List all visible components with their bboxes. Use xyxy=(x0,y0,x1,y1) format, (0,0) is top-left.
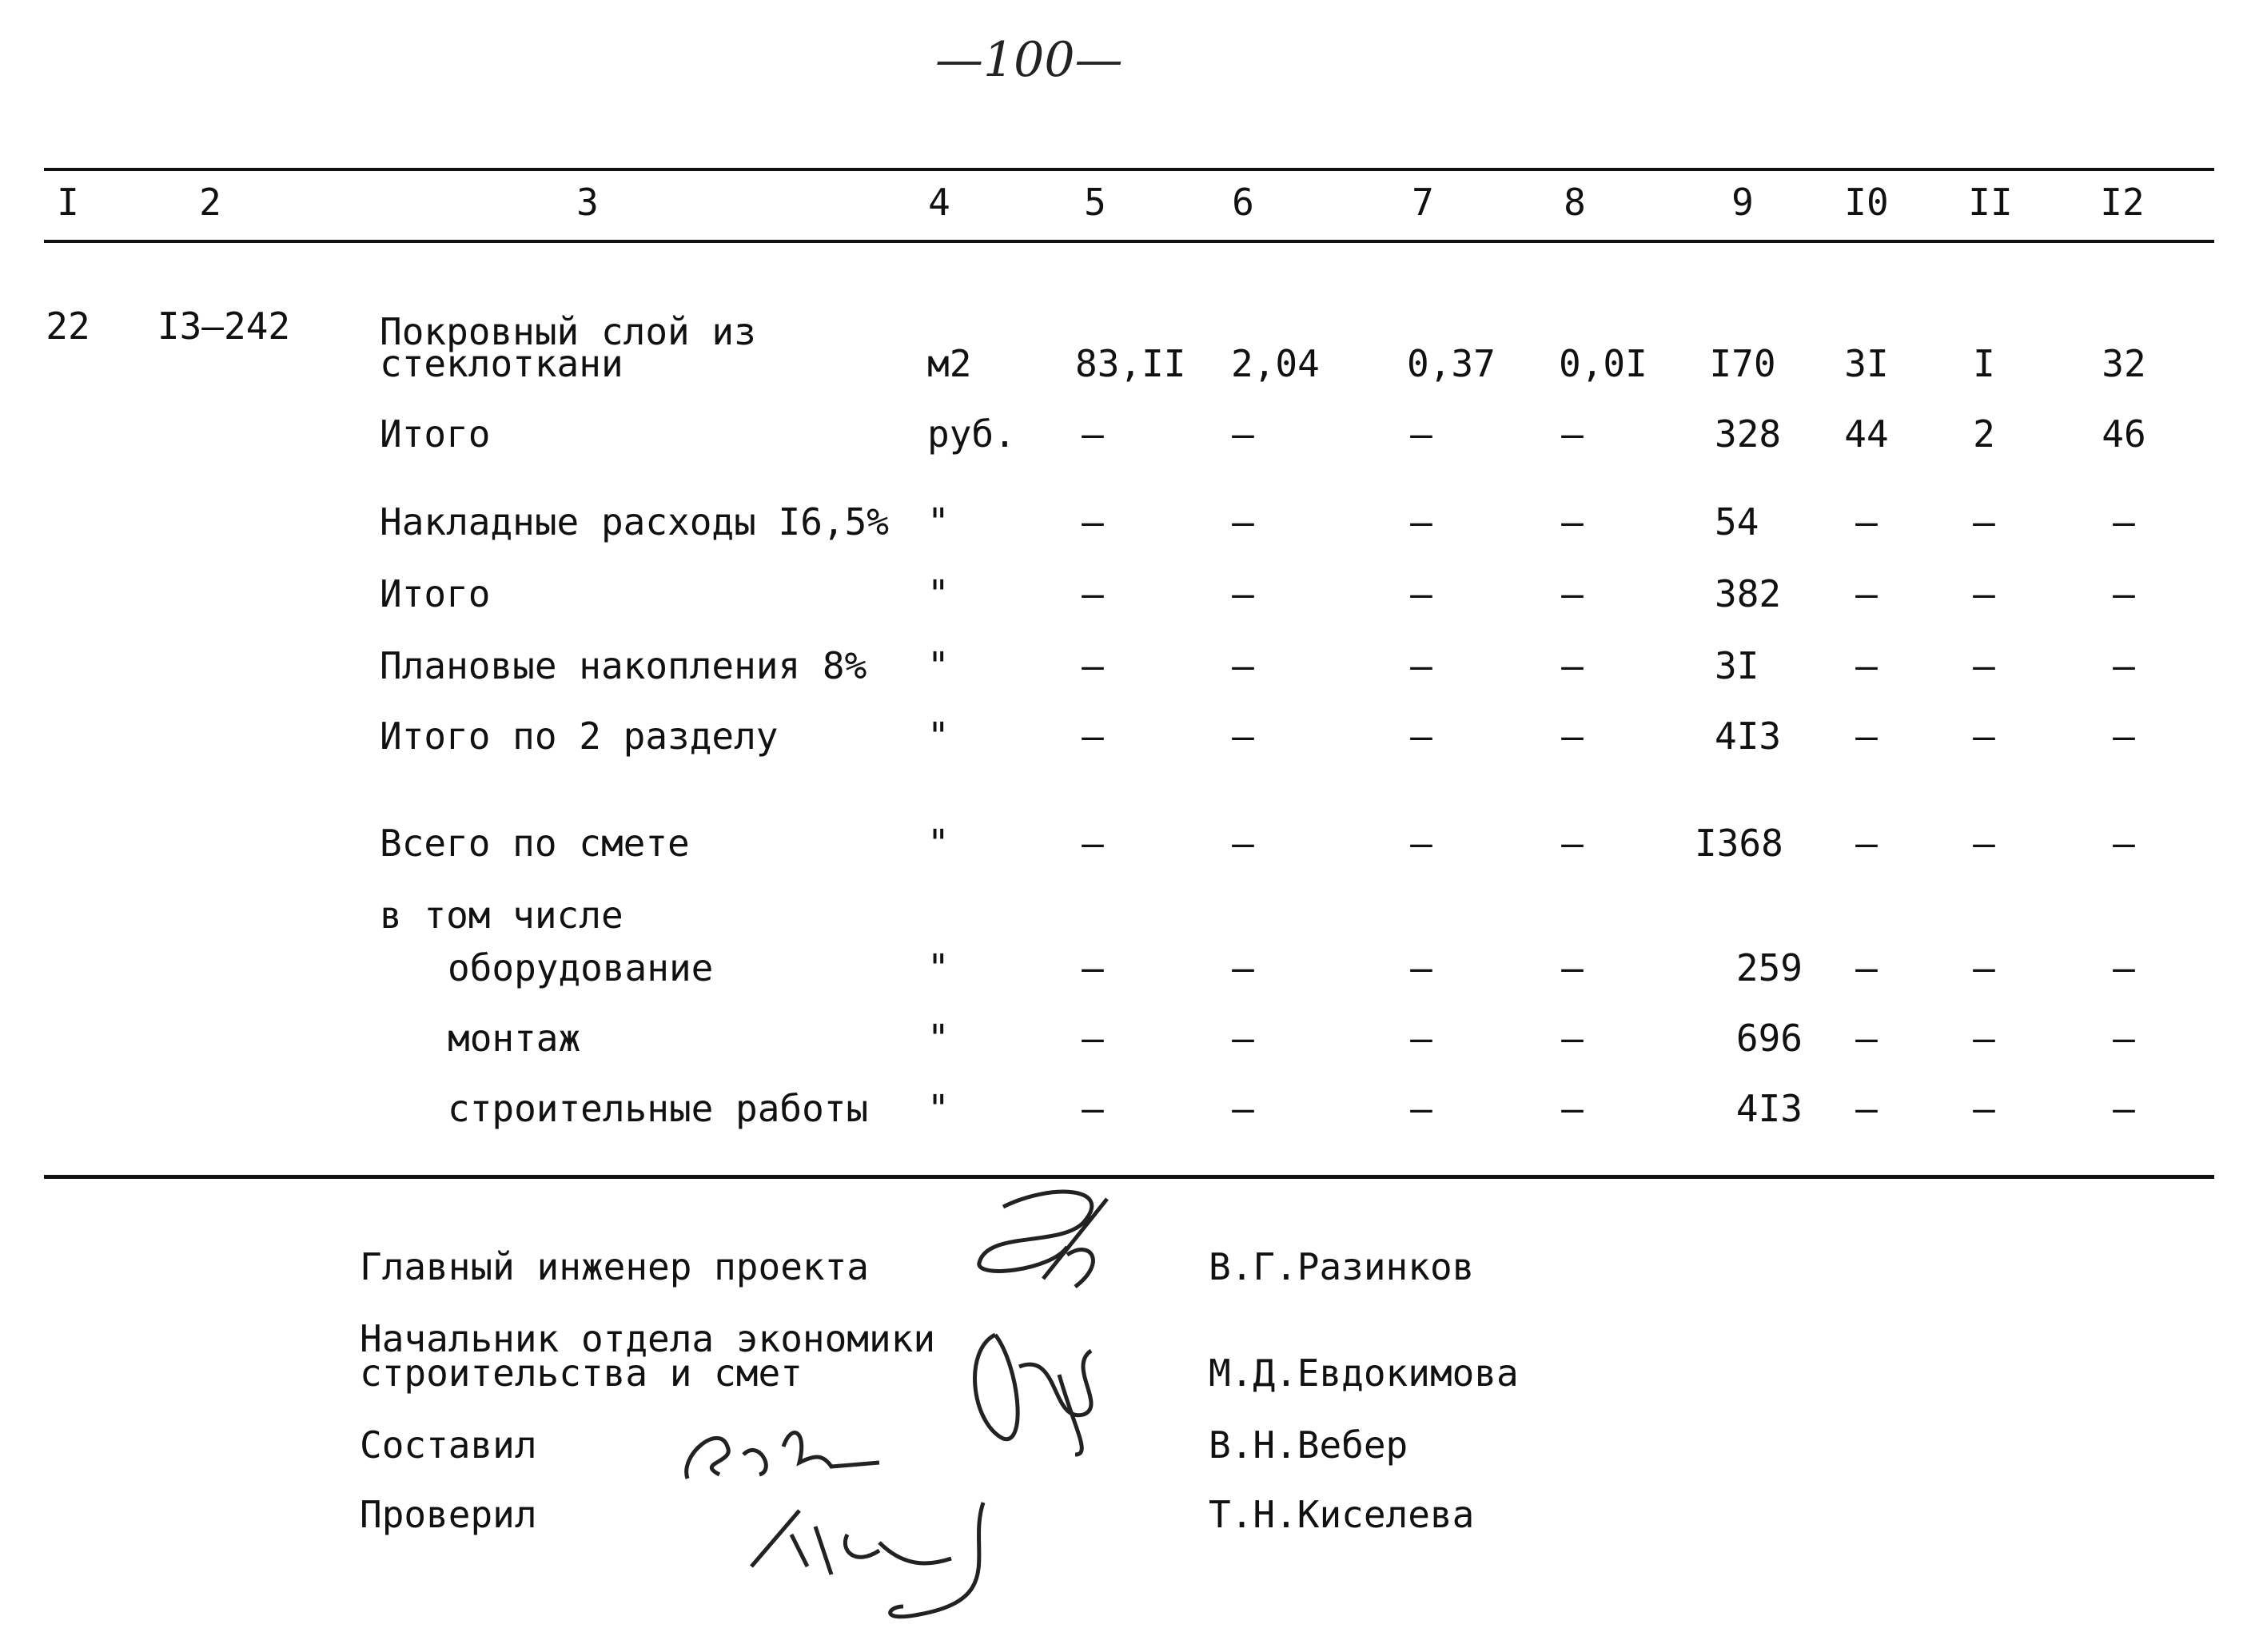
sign-name-chief-engineer: В.Г.Разинков xyxy=(1209,1245,1475,1288)
summary-row-col5-0: – xyxy=(1082,412,1104,456)
breakdown-row-col12-2: – xyxy=(2113,1087,2135,1130)
sign-role-head-line2: строительства и смет xyxy=(360,1351,803,1395)
page-number: —100— xyxy=(935,32,1123,88)
summary-row-label-3: Плановые накопления 8% xyxy=(380,644,867,687)
summary-row-col9-1: 54 xyxy=(1715,500,1759,543)
summary-row-col11-4: – xyxy=(1973,715,1995,758)
breakdown-row-col5-1: – xyxy=(1082,1017,1104,1060)
breakdown-row-unit-1: " xyxy=(927,1017,950,1060)
column-number-1: I xyxy=(57,181,79,224)
sign-role-checked: Проверил xyxy=(360,1493,537,1536)
item-col-11: I xyxy=(1973,342,1995,385)
summary-row-unit-4: " xyxy=(927,715,950,758)
sign-name-head: М.Д.Евдокимова xyxy=(1209,1351,1519,1395)
summary-row-col10-3: – xyxy=(1855,644,1878,687)
summary-row-unit-5: " xyxy=(927,822,950,865)
breakdown-row-col8-0: – xyxy=(1561,946,1584,989)
breakdown-row-col9-0: 259 xyxy=(1735,946,1803,989)
summary-row-col8-5: – xyxy=(1561,822,1584,865)
summary-row-col10-2: – xyxy=(1855,572,1878,615)
summary-row-col11-2: – xyxy=(1973,572,1995,615)
summary-row-col8-4: – xyxy=(1561,715,1584,758)
column-number-5: 5 xyxy=(1084,181,1106,224)
sign-role-chief-engineer: Главный инженер проекта xyxy=(360,1245,869,1288)
including-label: в том числе xyxy=(380,894,624,937)
breakdown-row-col6-1: – xyxy=(1232,1017,1254,1060)
column-number-8: 8 xyxy=(1564,181,1586,224)
summary-row-col8-3: – xyxy=(1561,644,1584,687)
breakdown-row-col5-0: – xyxy=(1082,946,1104,989)
summary-row-col9-4: 4I3 xyxy=(1715,715,1782,758)
column-number-11: II xyxy=(1968,181,2013,224)
summary-row-col9-3: 3I xyxy=(1715,644,1759,687)
breakdown-row-col12-0: – xyxy=(2113,946,2135,989)
summary-row-unit-1: " xyxy=(927,500,950,543)
item-unit: м2 xyxy=(927,342,972,385)
summary-row-col6-0: – xyxy=(1232,412,1254,456)
sign-name-checked: Т.Н.Киселева xyxy=(1209,1493,1475,1536)
column-number-12: I2 xyxy=(2100,181,2145,224)
summary-row-label-4: Итого по 2 разделу xyxy=(380,715,779,758)
signature-head-of-department xyxy=(963,1319,1123,1463)
summary-row-col6-3: – xyxy=(1232,644,1254,687)
item-name-line2: стеклоткани xyxy=(380,342,624,385)
summary-row-col6-1: – xyxy=(1232,500,1254,543)
breakdown-row-col10-1: – xyxy=(1855,1017,1878,1060)
breakdown-row-col8-1: – xyxy=(1561,1017,1584,1060)
breakdown-row-col6-0: – xyxy=(1232,946,1254,989)
breakdown-row-col10-2: – xyxy=(1855,1087,1878,1130)
breakdown-row-col9-1: 696 xyxy=(1735,1017,1803,1060)
summary-row-col7-4: – xyxy=(1410,715,1432,758)
breakdown-row-col11-1: – xyxy=(1973,1017,1995,1060)
breakdown-row-col7-2: – xyxy=(1410,1087,1432,1130)
column-number-3: 3 xyxy=(576,181,599,224)
summary-row-label-1: Накладные расходы I6,5% xyxy=(380,500,889,543)
item-col-8: 0,0I xyxy=(1559,342,1647,385)
breakdown-row-col7-0: – xyxy=(1410,946,1432,989)
item-col-5: 83,II xyxy=(1075,342,1186,385)
signature-checked-by xyxy=(743,1487,1031,1630)
breakdown-row-label-0: оборудование xyxy=(448,946,714,989)
summary-row-col12-1: – xyxy=(2113,500,2135,543)
breakdown-row-col11-0: – xyxy=(1973,946,1995,989)
summary-row-col6-4: – xyxy=(1232,715,1254,758)
column-number-10: I0 xyxy=(1844,181,1889,224)
column-number-4: 4 xyxy=(928,181,950,224)
signature-chief-engineer xyxy=(955,1183,1147,1311)
summary-row-col7-5: – xyxy=(1410,822,1432,865)
summary-row-col8-1: – xyxy=(1561,500,1584,543)
column-number-9: 9 xyxy=(1731,181,1754,224)
summary-row-col5-3: – xyxy=(1082,644,1104,687)
summary-row-col6-5: – xyxy=(1232,822,1254,865)
item-col-6: 2,04 xyxy=(1231,342,1320,385)
summary-row-col7-1: – xyxy=(1410,500,1432,543)
column-number-6: 6 xyxy=(1232,181,1254,224)
summary-row-label-5: Всего по смете xyxy=(380,822,690,865)
column-number-7: 7 xyxy=(1412,181,1434,224)
summary-row-label-0: Итого xyxy=(380,412,491,456)
item-col-10: 3I xyxy=(1844,342,1889,385)
breakdown-row-col10-0: – xyxy=(1855,946,1878,989)
item-col-9: I70 xyxy=(1709,342,1776,385)
summary-row-col10-5: – xyxy=(1855,822,1878,865)
summary-row-col8-2: – xyxy=(1561,572,1584,615)
summary-row-col11-1: – xyxy=(1973,500,1995,543)
summary-row-col11-0: 2 xyxy=(1973,412,1995,456)
summary-row-col5-2: – xyxy=(1082,572,1104,615)
table-top-rule xyxy=(44,168,2214,171)
breakdown-row-col12-1: – xyxy=(2113,1017,2135,1060)
summary-row-col10-1: – xyxy=(1855,500,1878,543)
summary-row-col9-2: 382 xyxy=(1715,572,1782,615)
sign-name-compiled: В.Н.Вебер xyxy=(1209,1423,1408,1467)
summary-row-col7-3: – xyxy=(1410,644,1432,687)
summary-row-col7-0: – xyxy=(1410,412,1432,456)
sign-role-compiled: Составил xyxy=(360,1423,537,1467)
breakdown-row-col9-2: 4I3 xyxy=(1735,1087,1803,1130)
summary-row-unit-2: " xyxy=(927,572,950,615)
item-name-line1: Покровный слой из xyxy=(380,310,756,353)
summary-row-col12-3: – xyxy=(2113,644,2135,687)
summary-row-col7-2: – xyxy=(1410,572,1432,615)
breakdown-row-col11-2: – xyxy=(1973,1087,1995,1130)
summary-row-col8-0: – xyxy=(1561,412,1584,456)
column-number-2: 2 xyxy=(199,181,221,224)
summary-row-col11-5: – xyxy=(1973,822,1995,865)
breakdown-row-col6-2: – xyxy=(1232,1087,1254,1130)
summary-row-col12-4: – xyxy=(2113,715,2135,758)
summary-row-col10-4: – xyxy=(1855,715,1878,758)
summary-row-label-2: Итого xyxy=(380,572,491,615)
summary-row-col5-5: – xyxy=(1082,822,1104,865)
summary-row-col9-5: I368 xyxy=(1695,822,1783,865)
breakdown-row-label-2: строительные работы xyxy=(448,1087,869,1130)
breakdown-row-col8-2: – xyxy=(1561,1087,1584,1130)
summary-row-col11-3: – xyxy=(1973,644,1995,687)
sign-role-head-line1: Начальник отдела экономики xyxy=(360,1317,936,1360)
breakdown-row-unit-0: " xyxy=(927,946,950,989)
signature-compiled-by xyxy=(671,1407,895,1495)
summary-row-col9-0: 328 xyxy=(1715,412,1782,456)
item-col-7: 0,37 xyxy=(1407,342,1496,385)
summary-row-col12-0: 46 xyxy=(2102,412,2146,456)
summary-row-col6-2: – xyxy=(1232,572,1254,615)
table-bottom-rule xyxy=(44,1175,2214,1179)
header-bottom-rule xyxy=(44,240,2214,243)
summary-row-col12-2: – xyxy=(2113,572,2135,615)
summary-row-col12-5: – xyxy=(2113,822,2135,865)
summary-row-col5-4: – xyxy=(1082,715,1104,758)
breakdown-row-col7-1: – xyxy=(1410,1017,1432,1060)
item-col-12: 32 xyxy=(2102,342,2146,385)
summary-row-unit-3: " xyxy=(927,644,950,687)
breakdown-row-unit-2: " xyxy=(927,1087,950,1130)
summary-row-col5-1: – xyxy=(1082,500,1104,543)
breakdown-row-col5-2: – xyxy=(1082,1087,1104,1130)
item-number: 22 xyxy=(46,305,90,348)
breakdown-row-label-1: монтаж xyxy=(448,1017,581,1060)
item-code: I3–242 xyxy=(157,305,291,348)
summary-row-unit-0: руб. xyxy=(927,412,1016,456)
summary-row-col10-0: 44 xyxy=(1844,412,1889,456)
